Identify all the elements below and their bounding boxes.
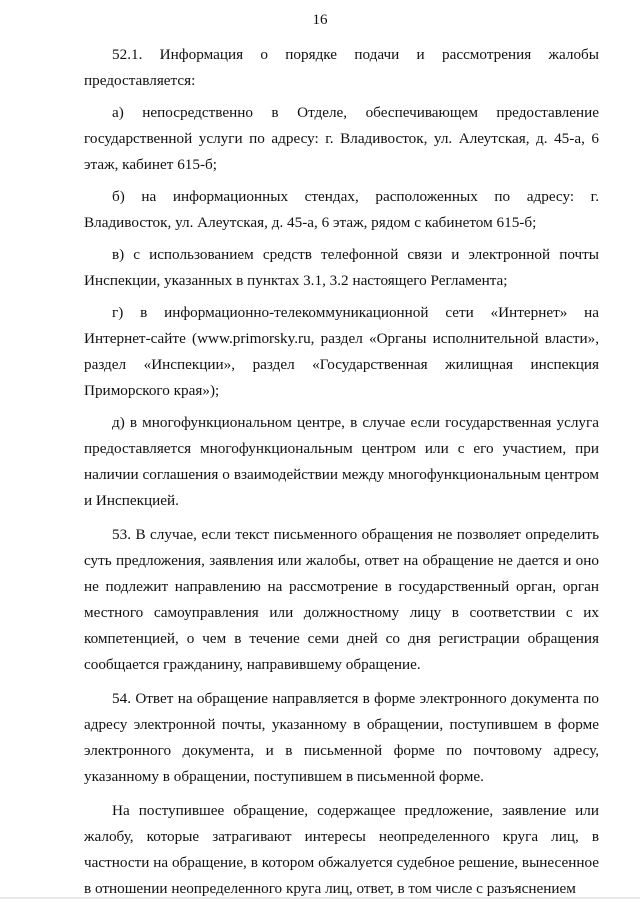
- document-body: [84, 42, 599, 902]
- page-bottom-edge: [0, 897, 640, 899]
- paragraph-52-1-v: в) с использованием средств телефонной связи и электронной почты Инспекции, указанных в пунктах 3.1, 3.2 настоящего Регламента;: [84, 246, 599, 289]
- paragraph-54: 54. Ответ на обращение направляется в форме электронного документа по адресу электронной почты, указанному в обращении, поступившем в форме электронного документа, и в письменной форме по почтовому адресу, указанному в обращении, поступившем в письменной форме.: [84, 690, 599, 785]
- paragraph-52-1-d: д) в многофункциональном центре, в случае если государственная услуга предоставляется многофункциональным центром или с его участием, при наличии соглашения о взаимодействии между многофункциональным центром и Инспекцией.: [84, 414, 599, 509]
- paragraph-52-1-a: а) непосредственно в Отделе, обеспечивающем предоставление государственной услуги по адресу: г. Владивосток, ул. Алеутская, д. 45-а, 6 этаж, кабинет 615-б;: [84, 104, 599, 173]
- paragraph-53: 53. В случае, если текст письменного обращения не позволяет определить суть предложения, заявления или жалобы, ответ на обращение не дается и оно не подлежит направлению на рассмотрение в государственный орган, орган местного самоуправления или должностному лицу в соответствии с их компетенцией, о чем в течение семи дней со дня регистрации обращения сообщается гражданину, направившему обращение.: [84, 526, 599, 673]
- paragraph-54-cont: На поступившее обращение, содержащее предложение, заявление или жалобу, которые затрагивают интересы неопределенного круга лиц, в частности на обращение, в котором обжалуется судебное решение, вынесенное в отношении неопределенного круга лиц, ответ, в том числе с разъяснением: [84, 802, 599, 897]
- paragraph-52-1-b: б) на информационных стендах, расположенных по адресу: г. Владивосток, ул. Алеутская, д. 45-а, 6 этаж, рядом с кабинетом 615-б;: [84, 188, 599, 231]
- page-number: 16: [312, 12, 328, 28]
- paragraph-52-1: 52.1. Информация о порядке подачи и рассмотрения жалобы предоставляется:: [84, 46, 599, 89]
- paragraph-52-1-g: г) в информационно-телекоммуникационной сети «Интернет» на Интернет-сайте (www.primorsky.ru, раздел «Органы исполнительной власти», раздел «Инспекции», раздел «Государственная жилищная инспекция Приморского края»);: [84, 304, 599, 399]
